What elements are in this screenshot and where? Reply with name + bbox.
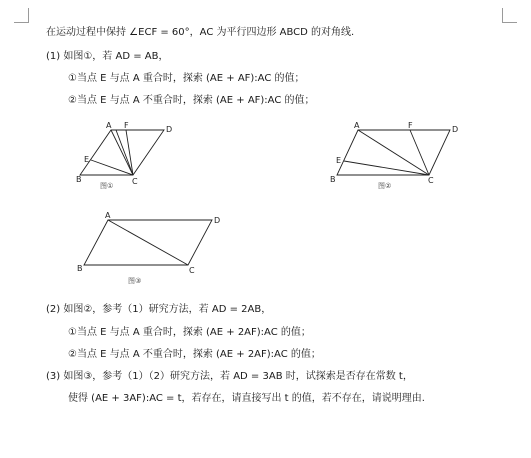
part-2-heading: (2) 如图②，参考（1）研究方法，若 AD = 2AB，	[46, 304, 272, 315]
fig1-label-E: E	[84, 155, 90, 164]
fig3-label-D: D	[214, 216, 221, 225]
fig2-label-A: A	[354, 121, 360, 130]
page-corner-mark-top-left	[14, 8, 29, 23]
page-corner-mark-top-right	[502, 8, 517, 23]
fig1-label-A: A	[106, 121, 112, 130]
fig1-label-B: B	[76, 175, 82, 184]
fig2-label-E: E	[336, 156, 342, 165]
fig3-label-A: A	[105, 211, 111, 220]
part-3-continuation: 使得 (AE + 3AF):AC = t，若存在，请直接写出 t 的值，若不存在，请说明理由.	[68, 393, 425, 404]
part-1-question-1: ①当点 E 与点 A 重合时，探索 (AE + AF):AC 的值；	[68, 73, 305, 84]
fig3-label-C: C	[189, 266, 195, 275]
fig1-label-C: C	[132, 177, 138, 186]
part-3-heading: (3) 如图③，参考（1）（2）研究方法，若 AD = 3AB 时，试探索是否存在常数 t，	[46, 371, 413, 382]
fig2-label-F: F	[408, 121, 413, 130]
problem-intro: 在运动过程中保持 ∠ECF = 60°，AC 为平行四边形 ABCD 的对角线.	[46, 27, 355, 38]
figure-3	[76, 208, 226, 288]
fig2-label-D: D	[452, 125, 459, 134]
fig3-caption: 图③	[128, 277, 142, 285]
part-2-question-1: ①当点 E 与点 A 重合时，探索 (AE + 2AF):AC 的值；	[68, 327, 311, 338]
fig2-label-C: C	[428, 176, 434, 185]
fig2-label-B: B	[330, 175, 336, 184]
figure-2	[326, 118, 476, 194]
part-2-question-2: ②当点 E 与点 A 不重合时，探索 (AE + 2AF):AC 的值；	[68, 349, 321, 360]
fig1-caption: 图①	[100, 182, 114, 190]
fig1-label-D: D	[166, 125, 173, 134]
fig1-label-F: F	[124, 121, 129, 130]
fig2-caption: 图②	[378, 182, 392, 190]
part-1-question-2: ②当点 E 与点 A 不重合时，探索 (AE + AF):AC 的值；	[68, 95, 315, 106]
figure-1	[76, 118, 186, 194]
fig3-label-B: B	[77, 264, 83, 273]
part-1-heading: (1) 如图①，若 AD = AB，	[46, 51, 169, 62]
